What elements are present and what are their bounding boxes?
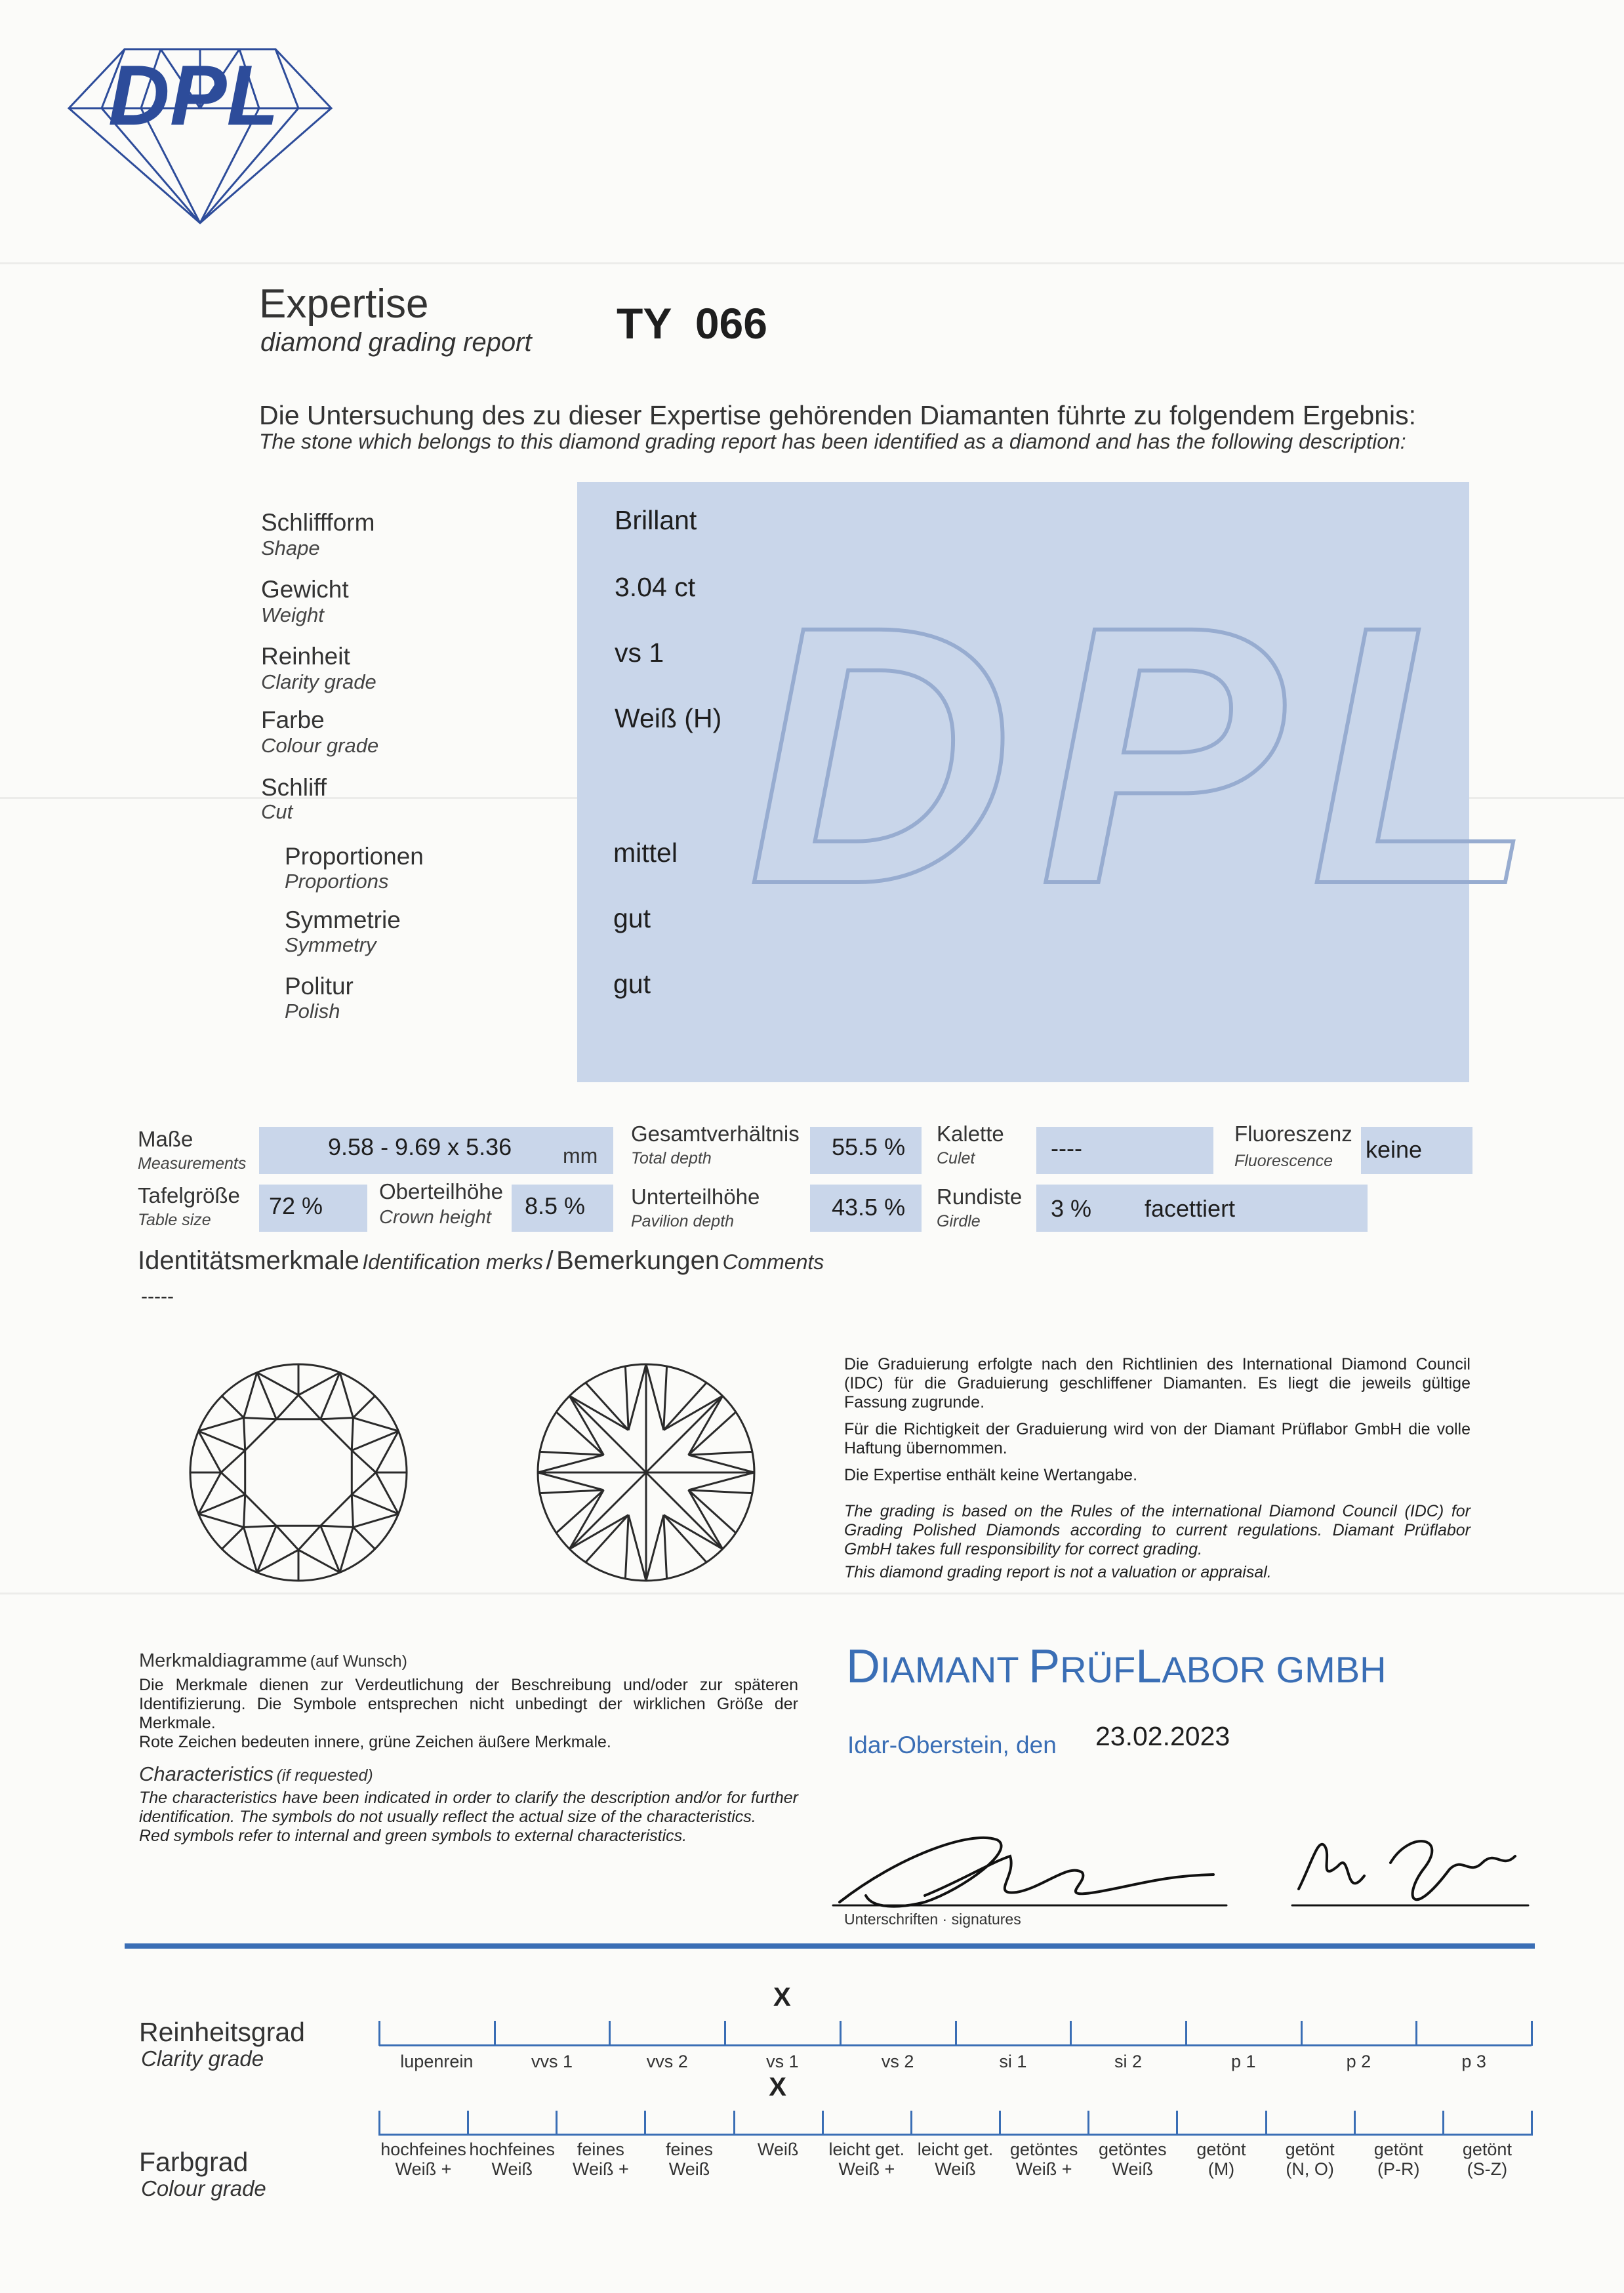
identification-separator: / [546, 1246, 554, 1275]
company-name-part: ABOR GMBH [1162, 1649, 1387, 1690]
scale-tick [378, 2111, 380, 2136]
scale-tick [822, 2111, 824, 2136]
scale-tick [378, 2021, 380, 2046]
scale-tick [494, 2021, 496, 2046]
company-name-part: IAMANT [880, 1649, 1029, 1690]
scale-grade-label: p 3 [1461, 2052, 1486, 2071]
clarity-scale-de: Reinheitsgrad [139, 2017, 305, 2047]
scale-grade-label: feines Weiß [665, 2140, 714, 2179]
signature-2 [1299, 1844, 1364, 1889]
grading-note [844, 1355, 1471, 1582]
comments-en: Comments [722, 1250, 824, 1274]
identification-en: Identification merks [362, 1250, 544, 1274]
identification-de: Identitätsmerkmale [138, 1246, 359, 1275]
total-depth-value: 55.5 % [832, 1133, 906, 1160]
dpl-logo [62, 36, 338, 226]
girdle-label-en: Girdle [937, 1212, 981, 1230]
company-name-part: P [1028, 1640, 1061, 1693]
scale-grade-label: si 2 [1114, 2052, 1143, 2071]
scale-tick [556, 2111, 558, 2136]
signature-1b [925, 1856, 1213, 1896]
measurements-label-en: Measurements [138, 1154, 247, 1173]
scale-grade-label: getöntes Weiß + [1009, 2140, 1078, 2179]
prop-label-en: Shape [261, 537, 320, 559]
prop-label-en: Clarity grade [261, 670, 376, 693]
scale-grade-label: vvs 2 [646, 2052, 688, 2071]
prop-label-en: Cut [261, 800, 293, 823]
scale-tick [1185, 2021, 1187, 2046]
title-en: diamond grading report [260, 328, 532, 357]
scale-tick [910, 2111, 912, 2136]
scale-grade-label: si 1 [999, 2052, 1027, 2071]
report-date: 23.02.2023 [1095, 1721, 1230, 1751]
scale-tick [724, 2021, 726, 2046]
scale-grade-label: getöntes Weiß [1098, 2140, 1167, 2179]
scale-grade-label: vs 1 [766, 2052, 799, 2071]
prop-label-en: Polish [285, 1000, 340, 1023]
scale-grade-label: lupenrein [400, 2052, 474, 2071]
watermark-dpl: DPL [748, 550, 1561, 960]
scale-tick [1301, 2021, 1303, 2046]
company-name [846, 1640, 1387, 1694]
scale-tick [1354, 2111, 1356, 2136]
pavilion-depth-value: 43.5 % [832, 1194, 906, 1221]
measurements-label-de: Maße [138, 1127, 193, 1151]
measurements-unit: mm [563, 1144, 598, 1167]
scale-grade-label: getönt (P-R) [1373, 2140, 1423, 2179]
scale-tick [644, 2111, 646, 2136]
prop-label-de: Gewicht [261, 576, 349, 603]
girdle-label-de: Rundiste [937, 1185, 1023, 1209]
scale-line [379, 2134, 1532, 2136]
scale-tick [1265, 2111, 1267, 2136]
scale-grade-label: hochfeines Weiß + [380, 2140, 466, 2179]
scale-tick [955, 2021, 957, 2046]
pavilion-diagram [531, 1358, 761, 1587]
comments-de: Bemerkungen [556, 1246, 720, 1275]
characteristics-title-en-sub: (if requested) [276, 1766, 373, 1785]
girdle-value: 3 % [1051, 1195, 1092, 1222]
signature-2b [1391, 1841, 1515, 1899]
scale-tick [733, 2111, 735, 2136]
prop-label-en: Proportions [285, 870, 389, 893]
grading-note-de1: Die Graduierung erfolgte nach den Richtlinien des International Diamond Council (IDC) für die Graduierung geschliffener Diamanten. Es liegt die jeweils gültige Fassung zugrunde. [844, 1355, 1471, 1411]
scale-tick [609, 2021, 611, 2046]
title-de: Expertise [259, 281, 429, 327]
colour-scale-de: Farbgrad [139, 2147, 249, 2177]
grading-note-en2: This diamond grading report is not a valuation or appraisal. [844, 1563, 1272, 1581]
culet-label-en: Culet [937, 1149, 975, 1167]
culet-value: ---- [1051, 1135, 1082, 1162]
prop-label-en: Symmetry [285, 933, 376, 956]
characteristics-title-de-sub: (auf Wunsch) [310, 1652, 407, 1671]
company-place: Idar-Oberstein, den [847, 1732, 1057, 1758]
table-size-label-de: Tafelgröße [138, 1183, 240, 1207]
prop-label-de: Politur [285, 973, 354, 1000]
prop-label-de: Schliff [261, 774, 327, 801]
table-size-label-en: Table size [138, 1211, 211, 1229]
scale-tick [1531, 2111, 1533, 2136]
company-name-part: L [1135, 1640, 1162, 1693]
fluorescence-label-de: Fluoreszenz [1234, 1122, 1352, 1146]
scale-tick [1531, 2021, 1533, 2046]
fold-line [0, 262, 1624, 264]
pavilion-depth-label-en: Pavilion depth [631, 1212, 735, 1230]
fluorescence-label-en: Fluorescence [1234, 1152, 1333, 1170]
characteristics-text-de2: Rote Zeichen bedeuten innere, grüne Zeichen äußere Merkmale. [139, 1733, 611, 1751]
measurements-value: 9.58 - 9.69 x 5.36 [328, 1133, 512, 1160]
fluorescence-value: keine [1366, 1136, 1423, 1163]
scale-tick [840, 2021, 842, 2046]
scale-tick [467, 2111, 469, 2136]
prop-value: Weiß (H) [615, 703, 722, 733]
scale-grade-label: getönt (M) [1196, 2140, 1246, 2179]
scale-grade-label: feines Weiß + [572, 2140, 629, 2179]
selected-grade-mark: X [773, 1983, 791, 2012]
prop-value: gut [613, 903, 651, 933]
scale-grade-label: vvs 1 [531, 2052, 573, 2071]
characteristics-text-en2: Red symbols refer to internal and green symbols to external characteristics. [139, 1827, 687, 1845]
logo-text: DPL [108, 47, 279, 143]
prop-label-de: Farbe [261, 706, 325, 733]
prop-label-de: Reinheit [261, 643, 350, 670]
characteristics-title-en: Characteristics [139, 1762, 274, 1785]
company-name-part: RÜF [1060, 1649, 1136, 1690]
signatures-label: Unterschriften · signatures [844, 1911, 1021, 1928]
prop-label-en: Colour grade [261, 734, 379, 757]
intro-en: The stone which belongs to this diamond grading report has been identified as a diamond and has the following description: [259, 430, 1406, 453]
scale-tick [1176, 2111, 1178, 2136]
girdle-extra: facettiert [1145, 1195, 1236, 1222]
crown-height-label-en: Crown height [379, 1207, 491, 1228]
prop-label-de: Schliffform [261, 509, 375, 536]
scale-grade-label: leicht get. Weiß [917, 2140, 994, 2179]
scale-tick [1087, 2111, 1089, 2136]
prop-label-de: Proportionen [285, 843, 424, 870]
report-number: TY 066 [617, 299, 767, 348]
company-name-part: D [846, 1640, 880, 1693]
scale-tick [1442, 2111, 1444, 2136]
prop-label-de: Symmetrie [285, 906, 401, 933]
scale-tick [1415, 2021, 1417, 2046]
culet-label-de: Kalette [937, 1122, 1004, 1146]
intro-de: Die Untersuchung des zu dieser Expertise gehörenden Diamanten führte zu folgendem Ergebnis: [259, 400, 1417, 430]
pavilion-depth-label-de: Unterteilhöhe [631, 1185, 760, 1209]
crown-diagram [184, 1358, 413, 1587]
selected-grade-mark: X [769, 2073, 786, 2101]
scale-tick [1070, 2021, 1072, 2046]
prop-value: mittel [613, 838, 678, 868]
grading-note-en1: The grading is based on the Rules of the international Diamond Council (IDC) for Grading Polished Diamonds according to current regulations. Diamant Prüflabor GmbH takes full responsibility for correct grading. [844, 1502, 1471, 1558]
prop-value: gut [613, 969, 651, 999]
grading-note-de2: Für die Richtigkeit der Graduierung wird von der Diamant Prüflabor GmbH die volle Haftung übernommen. [844, 1420, 1471, 1457]
grading-note-de3: Die Expertise enthält keine Wertangabe. [844, 1466, 1138, 1484]
scale-grade-label: vs 2 [881, 2052, 914, 2071]
fold-line [0, 1593, 1624, 1594]
scale-tick [999, 2111, 1001, 2136]
characteristics-block [139, 1650, 798, 1846]
values-panel [577, 482, 1561, 1082]
total-depth-label-de: Gesamtverhältnis [631, 1122, 800, 1146]
scale-grade-label: getönt (S-Z) [1462, 2140, 1512, 2179]
scale-grade-label: hochfeines Weiß [469, 2140, 556, 2179]
crown-height-label-de: Oberteilhöhe [379, 1179, 503, 1204]
prop-value: vs 1 [615, 638, 664, 668]
separator-line [125, 1943, 1535, 1949]
identification-value: ----- [141, 1286, 174, 1307]
table-size-value: 72 % [269, 1192, 323, 1219]
scale-grade-label: p 2 [1346, 2052, 1371, 2071]
scale-grade-label: Weiß [757, 2140, 799, 2159]
characteristics-title-de: Merkmaldiagramme [139, 1650, 308, 1671]
scale-grade-label: leicht get. Weiß + [828, 2140, 905, 2179]
characteristics-text-de: Die Merkmale dienen zur Verdeutlichung der Beschreibung und/oder zur späteren Identifizierung. Die Symbole entsprechen nicht unbedingt der wirklichen Größe der Merkmale. [139, 1676, 798, 1732]
prop-value: Brillant [615, 505, 697, 535]
prop-label-en: Weight [261, 603, 324, 626]
total-depth-label-en: Total depth [631, 1149, 712, 1167]
crown-height-value: 8.5 % [525, 1192, 586, 1219]
colour-scale-en: Colour grade [141, 2176, 266, 2201]
characteristics-text-en: The characteristics have been indicated in order to clarify the description and/or for further identification. The symbols do not usually reflect the actual size of the characteristics. [139, 1789, 798, 1826]
identification-heading [138, 1246, 824, 1276]
prop-value: 3.04 ct [615, 572, 696, 602]
scale-grade-label: p 1 [1230, 2052, 1256, 2071]
scale-grade-label: getönt (N, O) [1285, 2140, 1335, 2179]
clarity-scale-en: Clarity grade [141, 2046, 264, 2071]
